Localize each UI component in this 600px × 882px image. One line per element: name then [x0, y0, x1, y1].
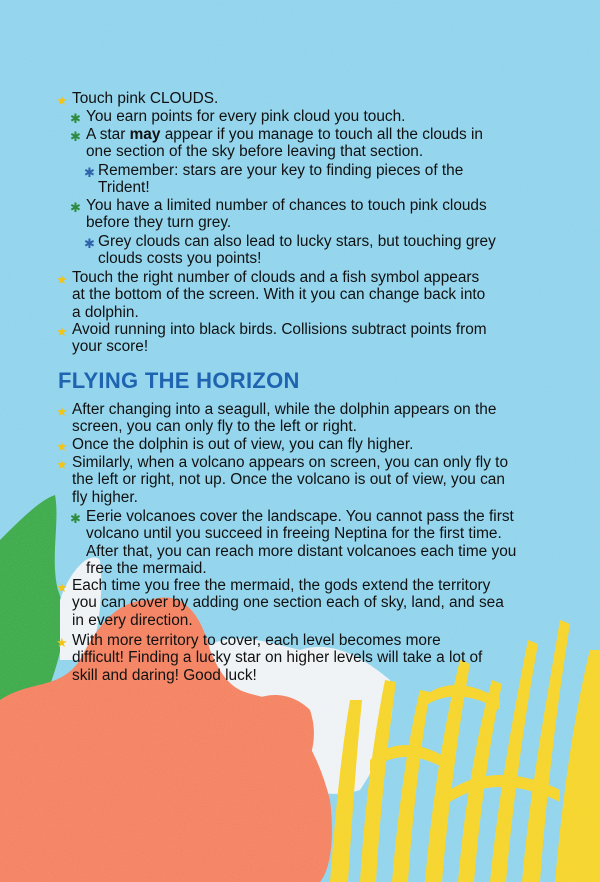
bullet-star-icon: ★: [56, 439, 68, 454]
bullet-limited-chances: You have a limited number of chances to touch pink clouds before they turn grey.: [86, 197, 487, 232]
bullet-star-icon: ★: [56, 93, 68, 108]
bullet-dolphin-out-of-view: Once the dolphin is out of view, you can fly higher.: [72, 436, 414, 453]
bullet-star-icon: ★: [56, 580, 68, 595]
bullet-asterisk-icon: ✱: [70, 129, 81, 144]
bullet-touch-clouds: Touch pink CLOUDS.: [72, 90, 219, 107]
bullet-star-icon: ★: [56, 457, 68, 472]
bullet-fish-symbol: Touch the right number of clouds and a fish symbol appears at the bottom of the screen. With it you can change back into a dolphin.: [72, 269, 486, 321]
section-heading: FLYING THE HORIZON: [58, 368, 300, 393]
bullet-remember-stars: Remember: stars are your key to finding pieces of the Trident!: [98, 162, 464, 197]
bullet-star-icon: ★: [56, 635, 68, 650]
bullet-eerie-volcanoes: Eerie volcanoes cover the landscape. You cannot pass the first volcano until you succeed in freeing Neptina for the first time. After that, you can reach more distant volcanoes each time you free the mermaid.: [86, 508, 517, 578]
bullet-asterisk-icon: ✱: [84, 165, 95, 180]
bullet-star-icon: ★: [56, 404, 68, 419]
bullet-asterisk-icon: ✱: [84, 236, 95, 251]
bullet-star-icon: ★: [56, 272, 68, 287]
bullet-volcano: Similarly, when a volcano appears on screen, you can only fly to the left or right, not up. Once the volcano is out of view, you can fly higher.: [72, 454, 509, 506]
bullet-earn-points: You earn points for every pink cloud you touch.: [86, 108, 406, 125]
bullet-free-mermaid: Each time you free the mermaid, the gods extend the territory you can cover by adding one section each of sky, land, and sea in every direction.: [72, 577, 504, 629]
bullet-star-icon: ★: [56, 324, 68, 339]
bullet-asterisk-icon: ✱: [70, 111, 81, 126]
bullet-more-territory: With more territory to cover, each level becomes more difficult! Finding a lucky star on higher levels will take a lot of skill and daring! Good luck!: [72, 632, 483, 684]
bullet-star-may-appear: A star may appear if you manage to touch all the clouds in one section of the sky before leaving that section.: [86, 126, 483, 161]
bullet-black-birds: Avoid running into black birds. Collisions subtract points from your score!: [72, 321, 487, 356]
bullet-seagull: After changing into a seagull, while the dolphin appears on the screen, you can only fly to the left or right.: [72, 401, 497, 436]
bullet-asterisk-icon: ✱: [70, 511, 81, 526]
bullet-grey-clouds: Grey clouds can also lead to lucky stars, but touching grey clouds costs you points!: [98, 233, 496, 268]
bullet-asterisk-icon: ✱: [70, 200, 81, 215]
